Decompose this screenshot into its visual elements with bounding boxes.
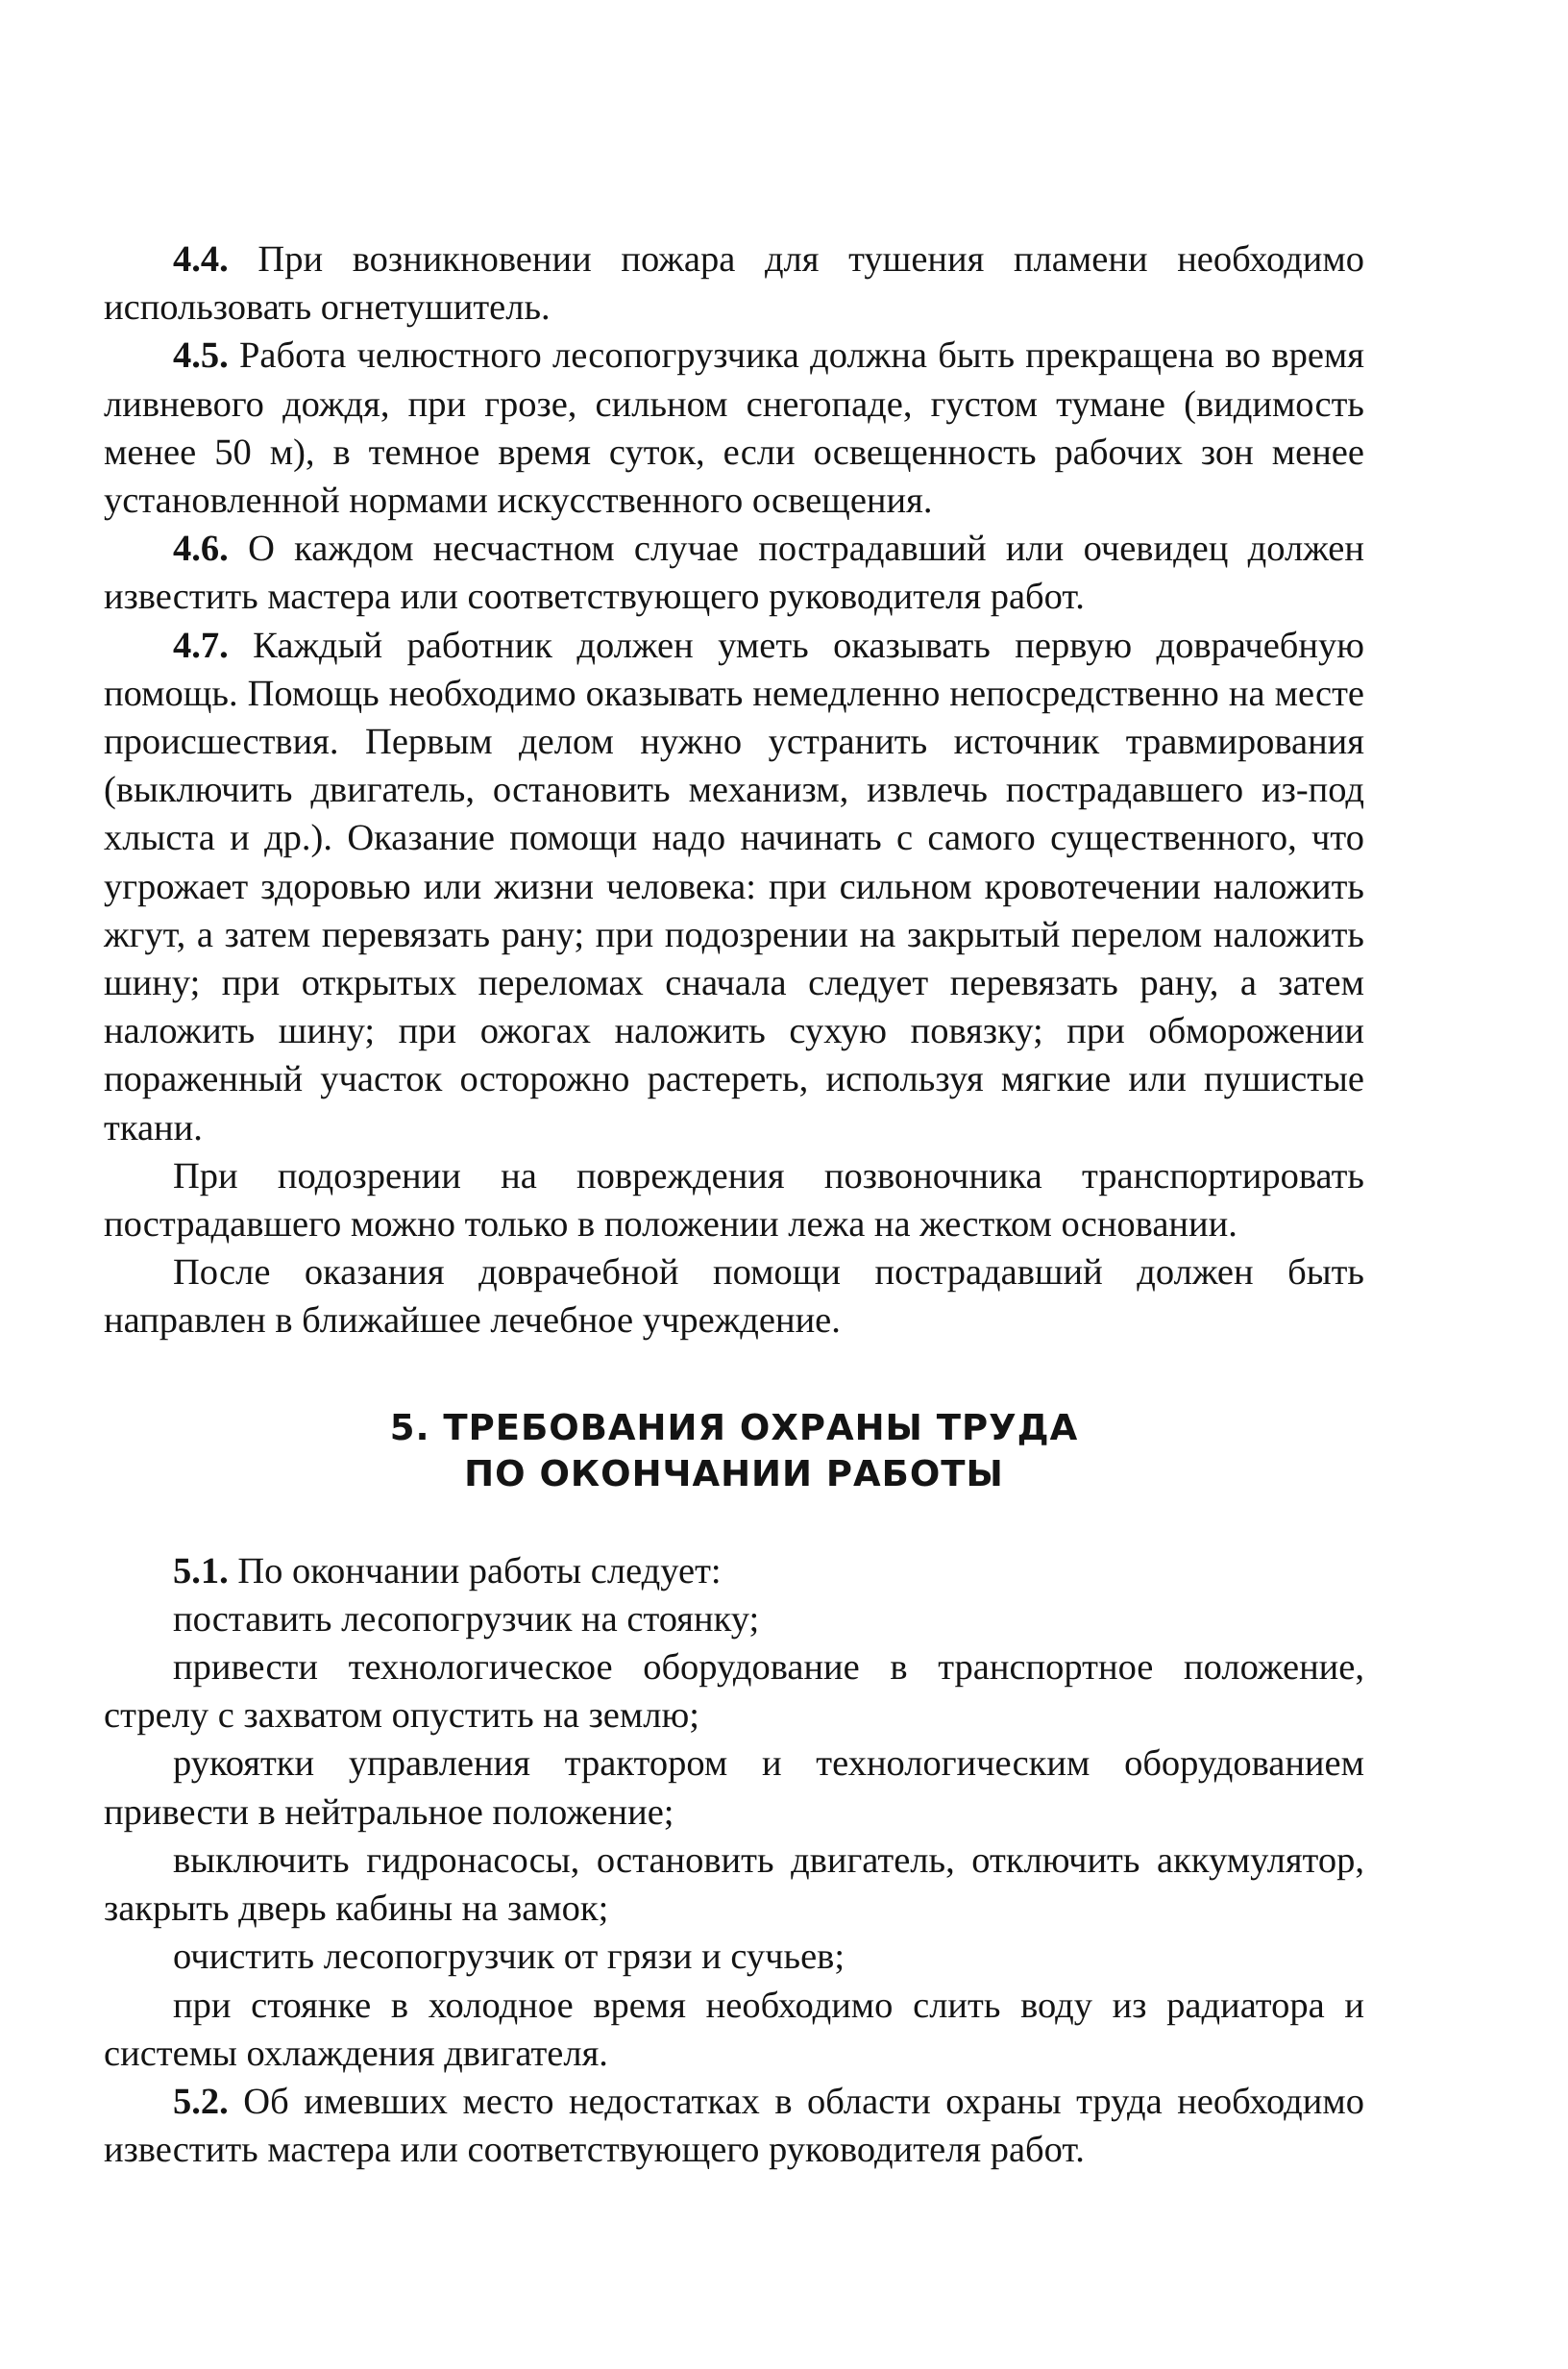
paragraph-number: 4.4. (173, 239, 229, 280)
paragraph-text: при стоянке в холодное время необходимо слить воду из радиатора и системы охлаждения двигателя. (104, 1985, 1364, 2074)
list-item-parking (104, 1595, 1364, 1643)
document-page (104, 235, 1364, 2174)
list-item-transport-position (104, 1643, 1364, 1740)
paragraph-5-2 (104, 2078, 1364, 2174)
list-item-neutral-position (104, 1740, 1364, 1836)
paragraph-text: Работа челюстного лесопогрузчика должна быть прекращена во время ливневого дождя, при грозе, сильном снегопаде, густом тумане (видимость менее 50 м), в темное время суток, если освещенность рабочих зон менее установленной нормами искусственного освещения. (104, 335, 1364, 522)
paragraph-4-6 (104, 525, 1364, 621)
paragraph-4-7 (104, 622, 1364, 1152)
paragraph-text: При возникновении пожара для тушения пламени необходимо использовать огнетушитель. (104, 239, 1364, 329)
list-item-cold-weather (104, 1982, 1364, 2078)
paragraph-number: 4.6. (173, 529, 229, 570)
paragraph-text: О каждом несчастном случае пострадавший или очевидец должен известить мастера или соответствующего руководителя работ. (104, 529, 1364, 618)
paragraph-number: 5.2. (173, 2081, 229, 2122)
section-5-title (104, 1405, 1364, 1497)
paragraph-number: 5.1. (173, 1550, 229, 1592)
section-4-body (104, 235, 1364, 1345)
paragraph-text: При подозрении на повреждения позвоночника транспортировать пострадавшего можно только в положении лежа на жестком основании. (104, 1155, 1364, 1246)
paragraph-spine-injury (104, 1152, 1364, 1248)
list-item-shutdown (104, 1837, 1364, 1933)
paragraph-4-5 (104, 332, 1364, 525)
paragraph-after-first-aid (104, 1248, 1364, 1345)
paragraph-text: очистить лесопогрузчик от грязи и сучьев; (173, 1937, 845, 1978)
paragraph-number: 4.5. (173, 335, 229, 377)
section-title-line-2: ПО ОКОНЧАНИИ РАБОТЫ (464, 1452, 1004, 1494)
paragraph-text: После оказания доврачебной помощи пострадавший должен быть направлен в ближайшее лечебное учреждение. (104, 1252, 1364, 1342)
paragraph-5-1 (104, 1547, 1364, 1595)
paragraph-4-4 (104, 235, 1364, 332)
paragraph-text: поставить лесопогрузчик на стоянку; (173, 1598, 760, 1640)
paragraph-text: Каждый работник должен уметь оказывать первую доврачебную помощь. Помощь необходимо оказывать немедленно непосредственно на месте происшествия. Первым делом нужно устранить источник травмирования (выключить двигатель, остановить механизм, извлечь пострадавшего из-под хлыста и др.). Оказание помощи надо начинать с самого существенного, что угрожает здоровью или жизни человека: при сильном кровотечении наложить жгут, а затем перевязать рану; при подозрении на закрытый перелом наложить шину; при открытых переломах сначала следует перевязать рану, а затем наложить шину; при ожогах наложить сухую повязку; при обморожении пораженный участок осторожно растереть, используя мягкие или пушистые ткани. (104, 625, 1364, 1148)
section-title-line-1: 5. ТРЕБОВАНИЯ ОХРАНЫ ТРУДА (389, 1406, 1079, 1448)
paragraph-number: 4.7. (173, 625, 229, 666)
paragraph-text: Об имевших место недостатках в области охраны труда необходимо известить мастера или соответствующего руководителя работ. (104, 2081, 1364, 2171)
paragraph-text: выключить гидронасосы, остановить двигатель, отключить аккумулятор, закрыть дверь кабины на замок; (104, 1839, 1364, 1930)
paragraph-text: По окончании работы следует: (228, 1550, 722, 1592)
list-item-cleaning (104, 1933, 1364, 1981)
section-5-body (104, 1547, 1364, 2175)
paragraph-text: привести технологическое оборудование в транспортное положение, стрелу с захватом опустить на землю; (104, 1647, 1364, 1737)
paragraph-text: рукоятки управления трактором и технологическим оборудованием привести в нейтральное положение; (104, 1743, 1364, 1833)
